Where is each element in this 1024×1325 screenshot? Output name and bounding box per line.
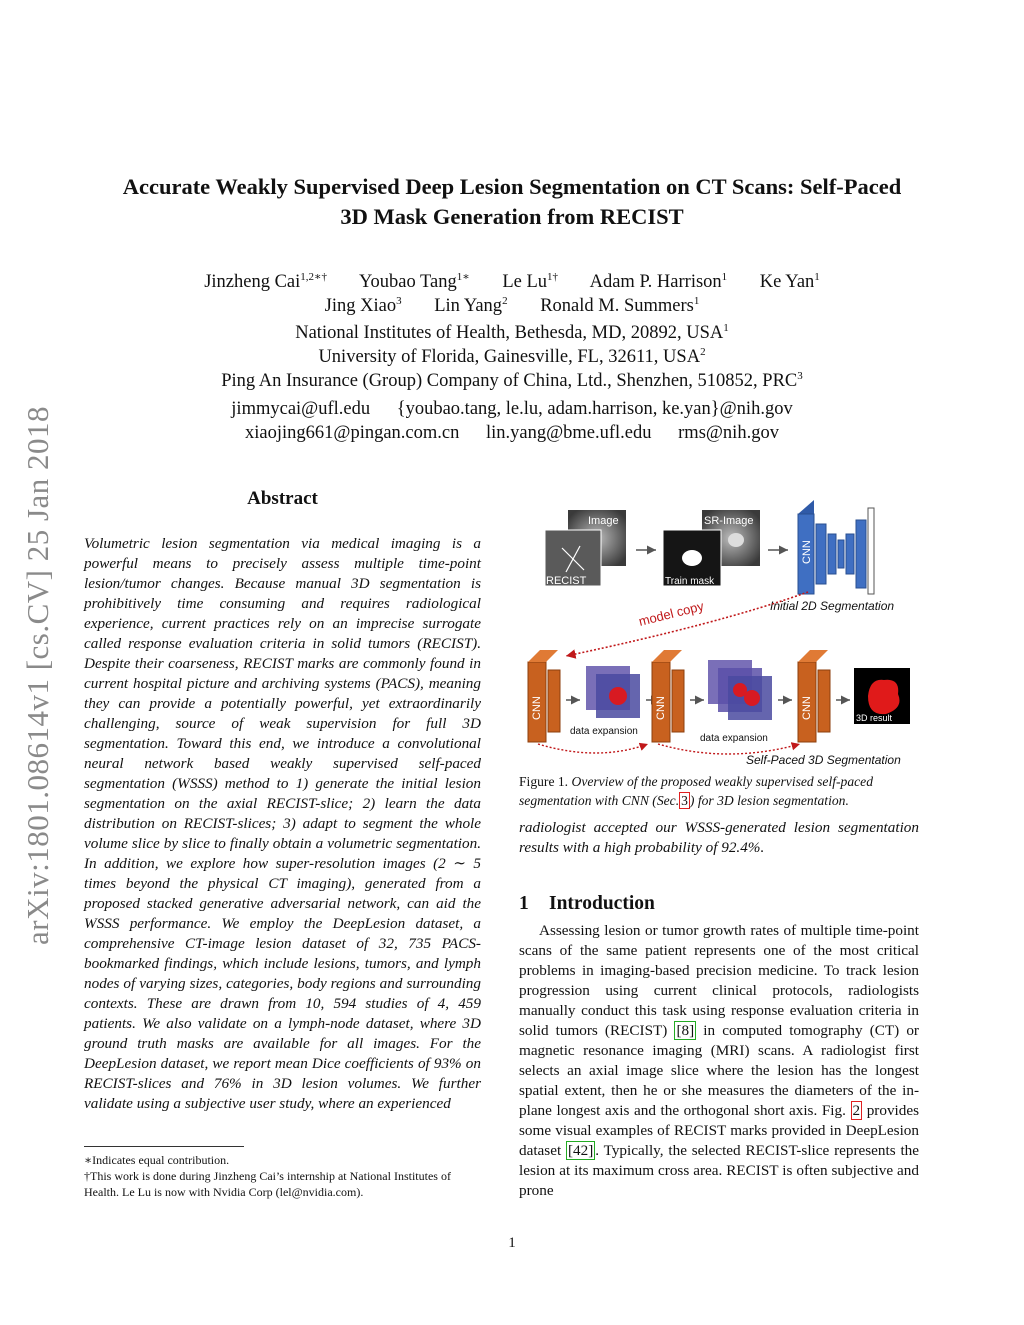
cnn-layer-icon bbox=[828, 534, 836, 574]
affiliation-mark: 3 bbox=[797, 369, 803, 382]
cnn-layer-icon bbox=[816, 524, 826, 584]
section-number: 1 bbox=[519, 893, 529, 914]
abstract-heading: Abstract bbox=[247, 488, 318, 509]
cnn-layer-icon bbox=[672, 670, 684, 732]
abstract-continuation: radiologist accepted our WSSS-generated lesion segmentation results with a high probability of 92.4%. bbox=[519, 819, 919, 856]
caption-text-b: ) for 3D lesion segmentation. bbox=[689, 793, 849, 808]
abstract-text: Volumetric lesion segmentation via medical imaging is a powerful means to precisely assess multiple time-point lesion/tumor changes. Because manual 3D segmentation is prohibitively time consuming and requires radiological experience, current practices rely on an imprecise surrogate called response evaluation criteria in solid tumors (RECIST). Despite their coarseness, RECIST marks are commonly found in current hospital picture and archiving systems (PACS), meaning they can provide a potentially powerful, yet extraordinarily challenging, source of weak supervision for full 3D segmentation. Toward this end, we introduce a convolutional neural network based weakly supervised self-paced segmentation (WSSS) method to 1) generate the initial lesion segmentation on the axial RECIST-slice; 2) learn the data distribution on RECIST-slices; 3) adapt to segment the whole volume slice by slice to finally obtain a volumetric segmentation. In addition, we explore how super-resolution images (2 ∼ 5 times beyond the physical CT imaging), generated from a proposed stacked generative adversarial network, can aid the WSSS performance. We employ the DeepLesion dataset, a comprehensive CT-image lesion dataset of 32, 735 PACS-bookmarked findings, which include lesions, tumors, and lymph nodes of varying sizes, categories, body regions and surrounding contexts. These are drawn from 10, 594 studies of 4, 459 patients. We also validate on a lymph-node dataset, where 3D ground truth masks are available for all images. For the DeepLesion dataset, we report mean Dice coefficients of 93% on RECIST-slices and 76% in 3D lesion volumes. We further validate using a subjective user study, where an experienced bbox=[84, 535, 481, 1112]
intro-text: in computed tomography (CT) or magnetic resonance imaging (MRI) scans. A radiologist first selects an axial image slice where the lesion has the longest spatial extent, then he or she measures the diameters of the in-plane longest axis and the orthogonal short axis. Fig. bbox=[519, 1022, 919, 1119]
email: jimmycai@ufl.edu bbox=[231, 399, 371, 419]
author-name: Youbao Tang bbox=[358, 272, 457, 292]
figure-caption bbox=[519, 772, 919, 810]
3d-result-thumbnail bbox=[854, 668, 910, 724]
arxiv-identifier: arXiv:1801.08614v1 [cs.CV] 25 Jan 2018 bbox=[20, 405, 55, 945]
title-line-2: 3D Mask Generation from RECIST bbox=[340, 204, 684, 229]
cnn-layer-icon bbox=[798, 650, 828, 662]
feedback-arrow bbox=[538, 744, 648, 753]
cnn-output-icon bbox=[868, 508, 874, 594]
author-name: Le Lu bbox=[502, 272, 547, 292]
ct-image-stack bbox=[545, 510, 626, 587]
self-paced-cnn-1 bbox=[528, 650, 560, 742]
email: rms@nih.gov bbox=[678, 423, 779, 443]
model-copy-label: model copy bbox=[637, 598, 706, 629]
cnn-layer-icon bbox=[652, 650, 682, 662]
intro-text: provides some visual examples of RECIST marks provided in DeepLesion dataset bbox=[519, 1102, 920, 1159]
author-name: Ronald M. Summers bbox=[540, 296, 694, 316]
cnn-layer-icon bbox=[846, 534, 854, 574]
citation-link[interactable]: [42] bbox=[567, 1142, 594, 1159]
author-name: Lin Yang bbox=[434, 296, 503, 316]
cnn-label: CNN bbox=[655, 696, 667, 720]
3d-result-label: 3D result bbox=[856, 713, 893, 723]
affiliation-list bbox=[60, 321, 964, 393]
cnn-label: CNN bbox=[801, 696, 813, 720]
author-affil-mark: 3 bbox=[396, 294, 402, 307]
author-affil-mark: 1 bbox=[814, 270, 820, 283]
email-list bbox=[60, 397, 964, 445]
caption-prefix: Figure 1. bbox=[519, 774, 569, 789]
author-affil-mark: 1 bbox=[693, 294, 700, 307]
volume-stack-2 bbox=[708, 660, 772, 720]
author-list bbox=[60, 270, 964, 318]
lesion-blob-icon bbox=[728, 533, 744, 547]
recist-label: RECIST bbox=[546, 575, 587, 587]
figure-1-diagram bbox=[518, 494, 918, 770]
paper-title bbox=[60, 172, 964, 232]
footnote-equal-contribution: ∗Indicates equal contribution. bbox=[84, 1153, 230, 1167]
self-paced-cnn-3 bbox=[798, 650, 830, 742]
footnote-internship: †This work is done during Jinzheng Cai’s internship at National Institutes of Health. Le Lu is now with Nvidia Corp (lel@nvidia.com). bbox=[84, 1169, 451, 1199]
cnn-layer-icon bbox=[528, 650, 558, 662]
data-expansion-label: data expansion bbox=[570, 726, 638, 737]
affiliation-mark: 2 bbox=[700, 345, 706, 358]
author-affil-mark: 1† bbox=[547, 270, 558, 283]
author-name: Jing Xiao bbox=[324, 296, 397, 316]
cnn-layer-icon bbox=[838, 540, 844, 568]
intro-text: . Typically, the selected RECIST-slice represents the lesion at its maximum cross area. RECIST is often subjective and prone bbox=[519, 1142, 919, 1199]
initial-segmentation-label: Initial 2D Segmentation bbox=[770, 599, 895, 613]
train-mask-label: Train mask bbox=[665, 576, 715, 587]
3d-lesion-icon bbox=[868, 680, 900, 714]
affiliation: National Institutes of Health, Bethesda, MD, 20892, USA bbox=[295, 323, 724, 343]
cnn-layer-icon bbox=[548, 670, 560, 732]
cnn-label: CNN bbox=[531, 696, 543, 720]
figure-ref-link[interactable]: 2 bbox=[852, 1102, 861, 1119]
lesion-blob-icon bbox=[609, 687, 627, 705]
author-name: Jinzheng Cai bbox=[204, 272, 301, 292]
affiliation: University of Florida, Gainesville, FL, 32611, USA bbox=[318, 347, 701, 367]
caption-text-a: Overview of the proposed weakly supervised self-paced segmentation with CNN (Sec. bbox=[519, 774, 873, 808]
cnn-layer-icon bbox=[818, 670, 830, 732]
introduction-paragraph bbox=[519, 921, 919, 1201]
email: xiaojing661@pingan.com.cn bbox=[245, 423, 460, 443]
author-affil-mark: 2 bbox=[502, 294, 508, 307]
author-affil-mark: 1,2∗† bbox=[300, 270, 328, 283]
section-ref-link[interactable]: 3 bbox=[681, 793, 688, 808]
intro-text: Assessing lesion or tumor growth rates of multiple time-point scans of the same patient represents one of the most critical problems in imaging-based precision medicine. To track lesion progression using current clinical protocols, radiologists manually conduct this task using response evaluation criteria in solid tumors (RECIST) bbox=[519, 922, 919, 1039]
sr-image-stack bbox=[663, 510, 760, 587]
self-paced-cnn-2 bbox=[652, 650, 684, 742]
self-paced-label: Self-Paced 3D Segmentation bbox=[746, 753, 901, 767]
section-title: Introduction bbox=[549, 893, 655, 914]
affiliation-mark: 1 bbox=[723, 321, 729, 334]
image-label: Image bbox=[588, 515, 619, 527]
email: {youbao.tang, le.lu, adam.harrison, ke.yan}@nih.gov bbox=[396, 399, 793, 419]
author-name: Adam P. Harrison bbox=[589, 272, 722, 292]
page-number: 1 bbox=[508, 1235, 516, 1251]
volume-stack-1 bbox=[586, 666, 640, 718]
author-affil-mark: 1 bbox=[721, 270, 728, 283]
author-name: Ke Yan bbox=[759, 272, 815, 292]
mask-blob-icon bbox=[682, 550, 702, 566]
sr-image-label: SR-Image bbox=[704, 515, 754, 527]
citation-link[interactable]: [8] bbox=[676, 1022, 695, 1039]
section-heading bbox=[519, 893, 655, 915]
footnote-divider bbox=[84, 1146, 244, 1147]
lesion-blob-icon bbox=[744, 690, 760, 706]
data-expansion-label: data expansion bbox=[700, 733, 768, 744]
author-affil-mark: 1∗ bbox=[456, 270, 470, 283]
title-line-1: Accurate Weakly Supervised Deep Lesion Segmentation on CT Scans: Self-Paced bbox=[122, 174, 902, 199]
initial-cnn-block bbox=[798, 500, 874, 594]
cnn-layer-icon bbox=[856, 520, 866, 588]
figure-1 bbox=[518, 494, 918, 770]
affiliation: Ping An Insurance (Group) Company of China, Ltd., Shenzhen, 510852, PRC bbox=[221, 371, 798, 391]
cnn-label: CNN bbox=[801, 540, 813, 564]
email: lin.yang@bme.ufl.edu bbox=[486, 423, 652, 443]
